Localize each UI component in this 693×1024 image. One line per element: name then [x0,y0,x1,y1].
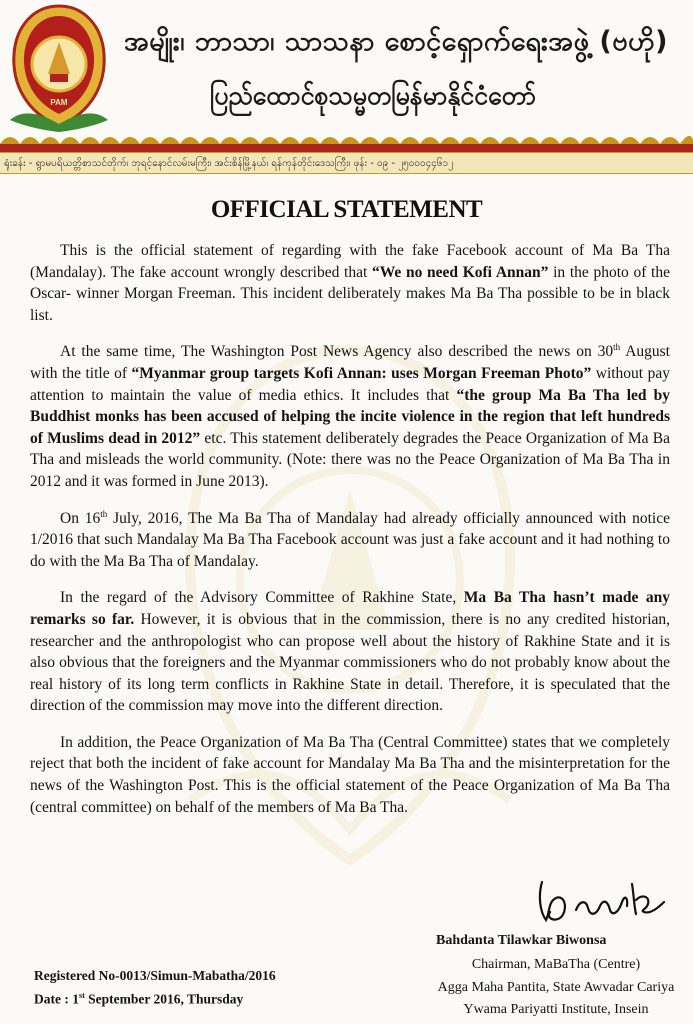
country-name: ပြည်ထောင်စုသမ္မတမြန်မာနိုင်ငံတော် [210,81,537,110]
letterhead [0,0,693,169]
statement-paragraph [30,240,670,326]
emphasized-text: “the group Ma Ba Tha led by Buddhist monks has been accused of helping the incite violence in the region that left hundreds of Muslims dead in 2012” [30,386,670,447]
document-title: OFFICIAL STATEMENT [210,196,483,223]
signatory-role-1: Chairman, MaBaTha (Centre) [471,957,641,972]
paragraph-text: etc. This statement deliberately degrades the Peace Organization of Ma Ba Tha and misleads the world community. (Note: there was no the Peace Organization of Ma Ba Tha in 2012 and it was formed in June 2013). [30,429,670,490]
statement-body [30,240,670,833]
organization-name: အမျိုး၊ ဘာသာ၊ သာသနာ စောင့်ရှောက်ရေးအဖွဲ့ (ဗဟို) [124,26,668,57]
paragraph-text: in the photo of the Oscar- winner Morgan Freeman. This incident deliberately makes Ma Ba Tha possible to be in black list. [30,263,670,324]
paragraph-text: However, it is obvious that in the commission, there is no any credited historian, researcher and the anthropologist who can propose well about the history of Rakhine State and it is also obvious that the foreigners and the Myanmar commissioners who do not probably know about the real history of its long term conflicts in Rakhine State in detail. Therefore, it is speculated that the direction of the commission may move into the different direction. [30,610,671,715]
signatory-name: Bahdanta Tilawkar Biwonsa [436,933,607,948]
paragraph-text: without pay attention to maintain the value of media ethics. It includes that [30,364,671,404]
date-prefix: Date : 1 [34,991,79,1007]
emphasized-text: “Myanmar group targets Kofi Annan: uses Morgan Freeman Photo” [131,364,592,382]
paragraph-text: In addition, the Peace Organization of Ma Ba Tha (Central Committee) states that we completely reject that both the incident of fake account for Mandalay Ma Ba Tha and the misinterpretation for the news of the Washington Post. This is the official statement of the Peace Organization of Ma Ba Tha (central committee) on behalf of the members of Ma Ba Tha. [30,733,670,816]
paragraph-text: In the regard of the Advisory Committee of Rakhine State, [60,589,464,607]
ordinal-suffix: th [100,508,108,519]
lotus-border-decoration [0,128,693,152]
statement-paragraph [30,732,670,818]
paragraph-text: At the same time, The Washington Post News Agency also described the news on 30 [60,343,614,361]
statement-paragraph [30,587,670,717]
address-band [0,152,693,174]
emphasized-text: “We no need Kofi Annan” [372,263,549,281]
seal-text: PAM [50,98,68,107]
ordinal-suffix: th [613,342,621,353]
date-rest: September 2016, Thursday [84,991,244,1007]
statement-paragraph [30,341,670,492]
signatory-role-2: Agga Maha Pantita, State Awvadar Cariya [437,980,675,995]
statement-date [34,991,243,1008]
paragraph-text: On 16 [60,509,101,527]
registration-number: Registered No-0013/Simun-Mabatha/2016 [34,968,276,983]
paragraph-text: July, 2016, The Ma Ba Tha of Mandalay had already officially announced with notice 1/2016 that such Mandalay Ma Ba Tha Facebook account was just a fake account and it had nothing to do with the Ma Ba Tha of Mandalay. [30,509,670,570]
paragraph-text: August with the title of [30,343,670,382]
office-address: ရုံးခန်း - ရွာမပရိယတ္တိစာသင်တိုက်၊ ဘုရင့်နောင်လမ်းမကြီး၊ အင်းစိန်မြို့နယ်၊ ရန်ကုန်တိုင်းဒေသကြီး၊ ဖုန်း - ၀၉ - ၂၅၀၀၀၄၄၆၁၂ [4,158,454,169]
emphasized-text: Ma Ba Tha hasn’t made any remarks so far. [30,589,670,628]
paragraph-text: This is the official statement of regarding with the fake Facebook account of Ma Ba Tha (Mandalay). The fake account wrongly described that [30,242,670,281]
date-suffix-ordinal: st [78,991,85,1000]
handwritten-signature [528,872,678,928]
signatory-role-3: Ywama Pariyatti Institute, Insein [463,1002,649,1017]
statement-paragraph [30,508,670,573]
organization-seal [4,2,114,134]
